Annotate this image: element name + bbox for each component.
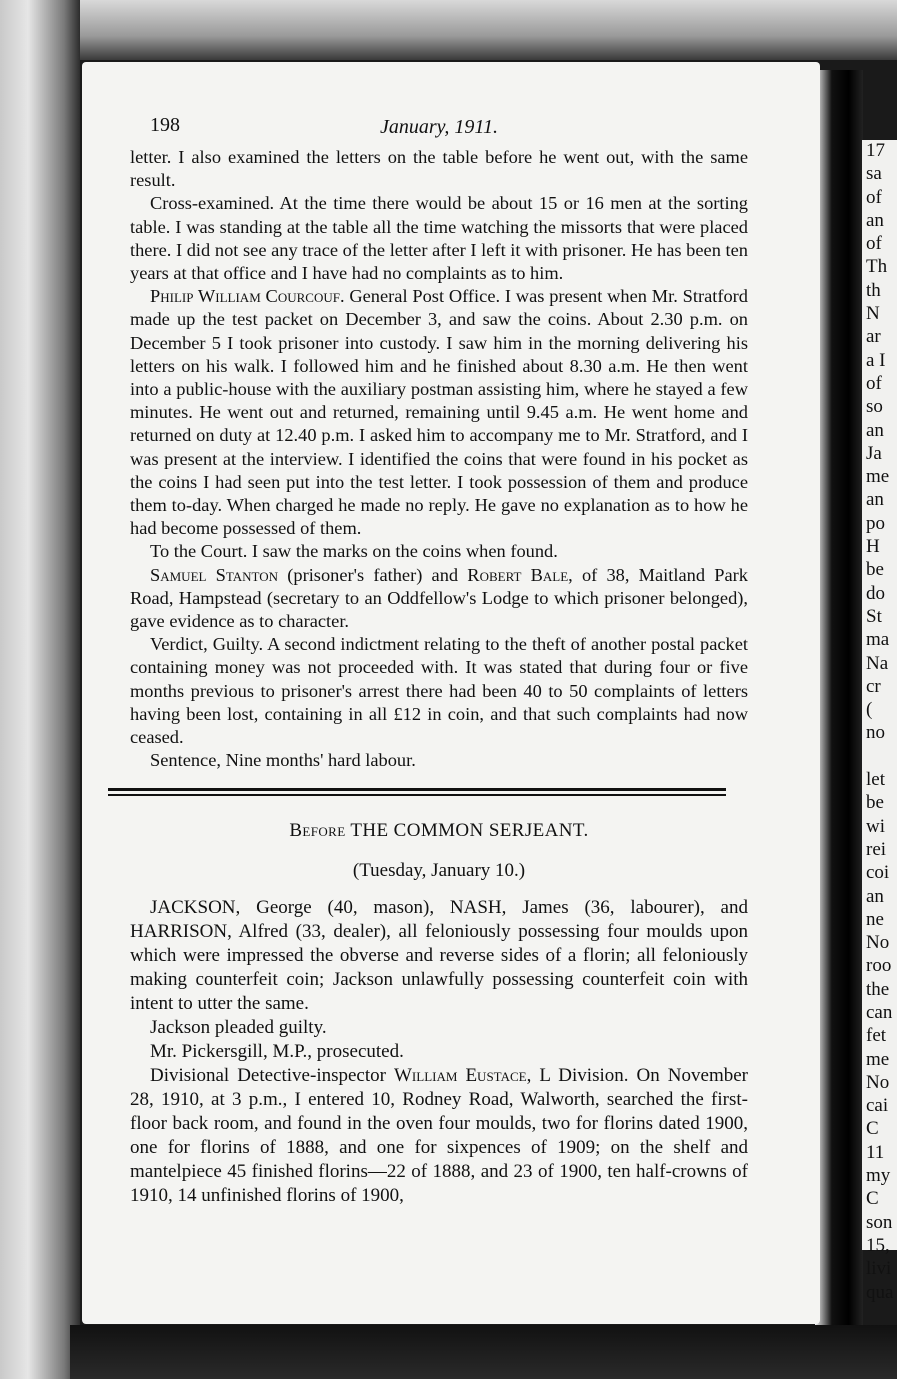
section-court: THE COMMON SERJEANT. (345, 820, 589, 842)
facing-page-fragment (862, 140, 897, 1303)
facing-page-line: St (866, 605, 882, 627)
facing-page-line: an (866, 419, 884, 441)
paragraph-verdict: Verdict, Guilty. A second indictment relating to the theft of another postal packet containing money was not proceeded with. It was stated that during four or five months previous to prisoner's arrest there had been 40 to 50 complaints of letters having been lost, containing in all £12 in coin, and that such complaints had now ceased. (130, 634, 748, 748)
witness-name: Philip William Courcouf. (150, 286, 345, 307)
facing-page-line: 17 (866, 140, 885, 161)
facing-page-line: coi (866, 862, 890, 884)
paragraph-to-the-court: To the Court. I saw the marks on the coins when found. (150, 541, 558, 562)
facing-page-line: an (866, 489, 884, 511)
facing-page-line: cai (866, 1095, 889, 1117)
facing-page-line: of (866, 372, 882, 394)
section-title (130, 820, 748, 842)
facing-page-line: Ja (866, 442, 882, 464)
section-date: (Tuesday, January 10.) (352, 860, 526, 882)
paragraph-sentence: Sentence, Nine months' hard labour. (150, 750, 416, 771)
witness-relation: (prisoner's father) and (278, 564, 468, 585)
running-title: January, 1911. (380, 116, 498, 138)
witness-testimony: , L Division. On November 28, 1910, at 3 p.m., I entered 10, Rodney Road, Walworth, searched the first-floor back room, and found in the oven four moulds, two for florins dated 1900, one for florins of 1888, and one for sixpences of 1909; on the shelf and mantelpiece 45 finished florins—22 of 1888, and 23 of 1900, ten half-crowns of 1910, 14 unfinished florins of 1900, (130, 1065, 748, 1207)
facing-page-line: No (866, 1071, 890, 1093)
facing-page-line: of (866, 186, 882, 208)
facing-page-line: be (866, 792, 884, 814)
book-spine-left (0, 0, 80, 1379)
facing-page-line: ne (866, 908, 884, 930)
facing-page-line: rei (866, 838, 887, 860)
scan-bottom-edge (70, 1325, 897, 1379)
facing-page-line: ( (866, 699, 873, 721)
witness-name: William Eustace (394, 1065, 527, 1087)
facing-page-line: my (866, 1165, 891, 1187)
facing-page-line: H (866, 536, 880, 558)
facing-page-line: C (866, 1188, 879, 1210)
facing-page-line: po (866, 512, 885, 534)
facing-page-line: do (866, 582, 885, 604)
facing-page-line: be (866, 559, 884, 581)
facing-page-line: the (866, 978, 890, 1000)
page-content (130, 112, 748, 1208)
paragraph-letter: letter. I also examined the letters on the table before he went out, with the same result. (130, 147, 748, 191)
book-gutter (815, 70, 863, 1350)
case-prosecution: Mr. Pickersgill, M.P., prosecuted. (150, 1041, 404, 1063)
section-before: Before (289, 820, 346, 842)
facing-page-line: ma (866, 629, 890, 651)
facing-page-line: No (866, 932, 890, 954)
scan-top-edge (0, 0, 897, 60)
facing-page-line: no (866, 722, 885, 744)
facing-page-line: an (866, 885, 884, 907)
witness-testimony: General Post Office. I was present when Mr. Stratford made up the test packet on December 3, and saw the coins. About 2.30 p.m. on December 5 I took prisoner into custody. I saw him in the morning delivering his letters on his walk. I followed him and he finished about 8.30 a.m. He then went into a public-house with the auxiliary postman assisting him, where he stayed a few minutes. He went out and returned, remaining until 9.45 a.m. He went home and returned on duty at 12.40 p.m. I asked him to accompany me to Mr. Stratford, and I was present at the interview. I identified the coins that were found in his pocket as the coins I had seen put into the test letter. I took possession of them and produce them to-day. When charged he made no reply. He gave no explanation as to how he had become possessed of them. (130, 286, 748, 539)
facing-page-line: ar (866, 326, 881, 348)
facing-page-line: Th (866, 256, 888, 278)
facing-page-line: livi (866, 1258, 892, 1280)
facing-page-line: a I (866, 349, 886, 371)
facing-page-line: fet (866, 1025, 887, 1047)
facing-page-line: son (866, 1211, 893, 1233)
case-testimony (130, 1064, 748, 1208)
facing-page-line: let (866, 769, 885, 791)
running-head (130, 112, 748, 146)
facing-page-line: an (866, 209, 884, 231)
facing-page-line: cr (866, 675, 881, 697)
facing-page-line: me (866, 1048, 890, 1070)
facing-page-line: roo (866, 955, 892, 977)
witness-title: Divisional Detective-inspector (150, 1065, 394, 1087)
facing-page-line: of (866, 233, 882, 255)
witness-name: Robert Bale (467, 564, 569, 585)
facing-page-line: can (866, 1001, 893, 1023)
section-divider (108, 788, 726, 796)
case-charge: JACKSON, George (40, mason), NASH, James (36, labourer), and HARRISON, Alfred (33, dealer), all feloniously possessing four moulds upon which were impressed the obverse and reverse sides of a florin; all feloniously making counterfeit coin; Jackson unlawfully possessing counterfeit coin with intent to utter the same. (130, 897, 748, 1015)
paragraph-courcouf (130, 285, 748, 540)
facing-page-line: 15, (866, 1234, 890, 1256)
facing-page-line: wi (866, 815, 885, 837)
witness-details: , of 38, Maitland Park Road, Hampstead (secretary to an Oddfellow's Lodge to which prisoner belonged), gave evidence as to character. (130, 564, 748, 632)
facing-page-line (862, 746, 897, 769)
facing-page-line: so (866, 396, 883, 418)
paragraph-cross-examined: Cross-examined. At the time there would be about 15 or 16 men at the sorting table. I was standing at the table all the time watching the missorts that were placed there. I did not see any trace of the letter after I left it with prisoner. He has been ten years at that office and I have had no complaints as to him. (130, 193, 748, 284)
book-page (82, 62, 820, 1324)
paragraph-character-witnesses (130, 564, 748, 634)
facing-page-line: sa (866, 163, 882, 185)
facing-page-line: Na (866, 652, 889, 674)
facing-page-line: N (866, 303, 880, 325)
case-plea: Jackson pleaded guilty. (150, 1017, 327, 1039)
page-number: 198 (150, 114, 180, 136)
facing-page-line: th (866, 279, 881, 301)
facing-page-line: C (866, 1118, 879, 1140)
witness-name: Samuel Stanton (150, 564, 279, 585)
facing-page-line: qua (866, 1281, 894, 1303)
facing-page-line: 11 (866, 1141, 885, 1163)
facing-page-line: me (866, 466, 890, 488)
